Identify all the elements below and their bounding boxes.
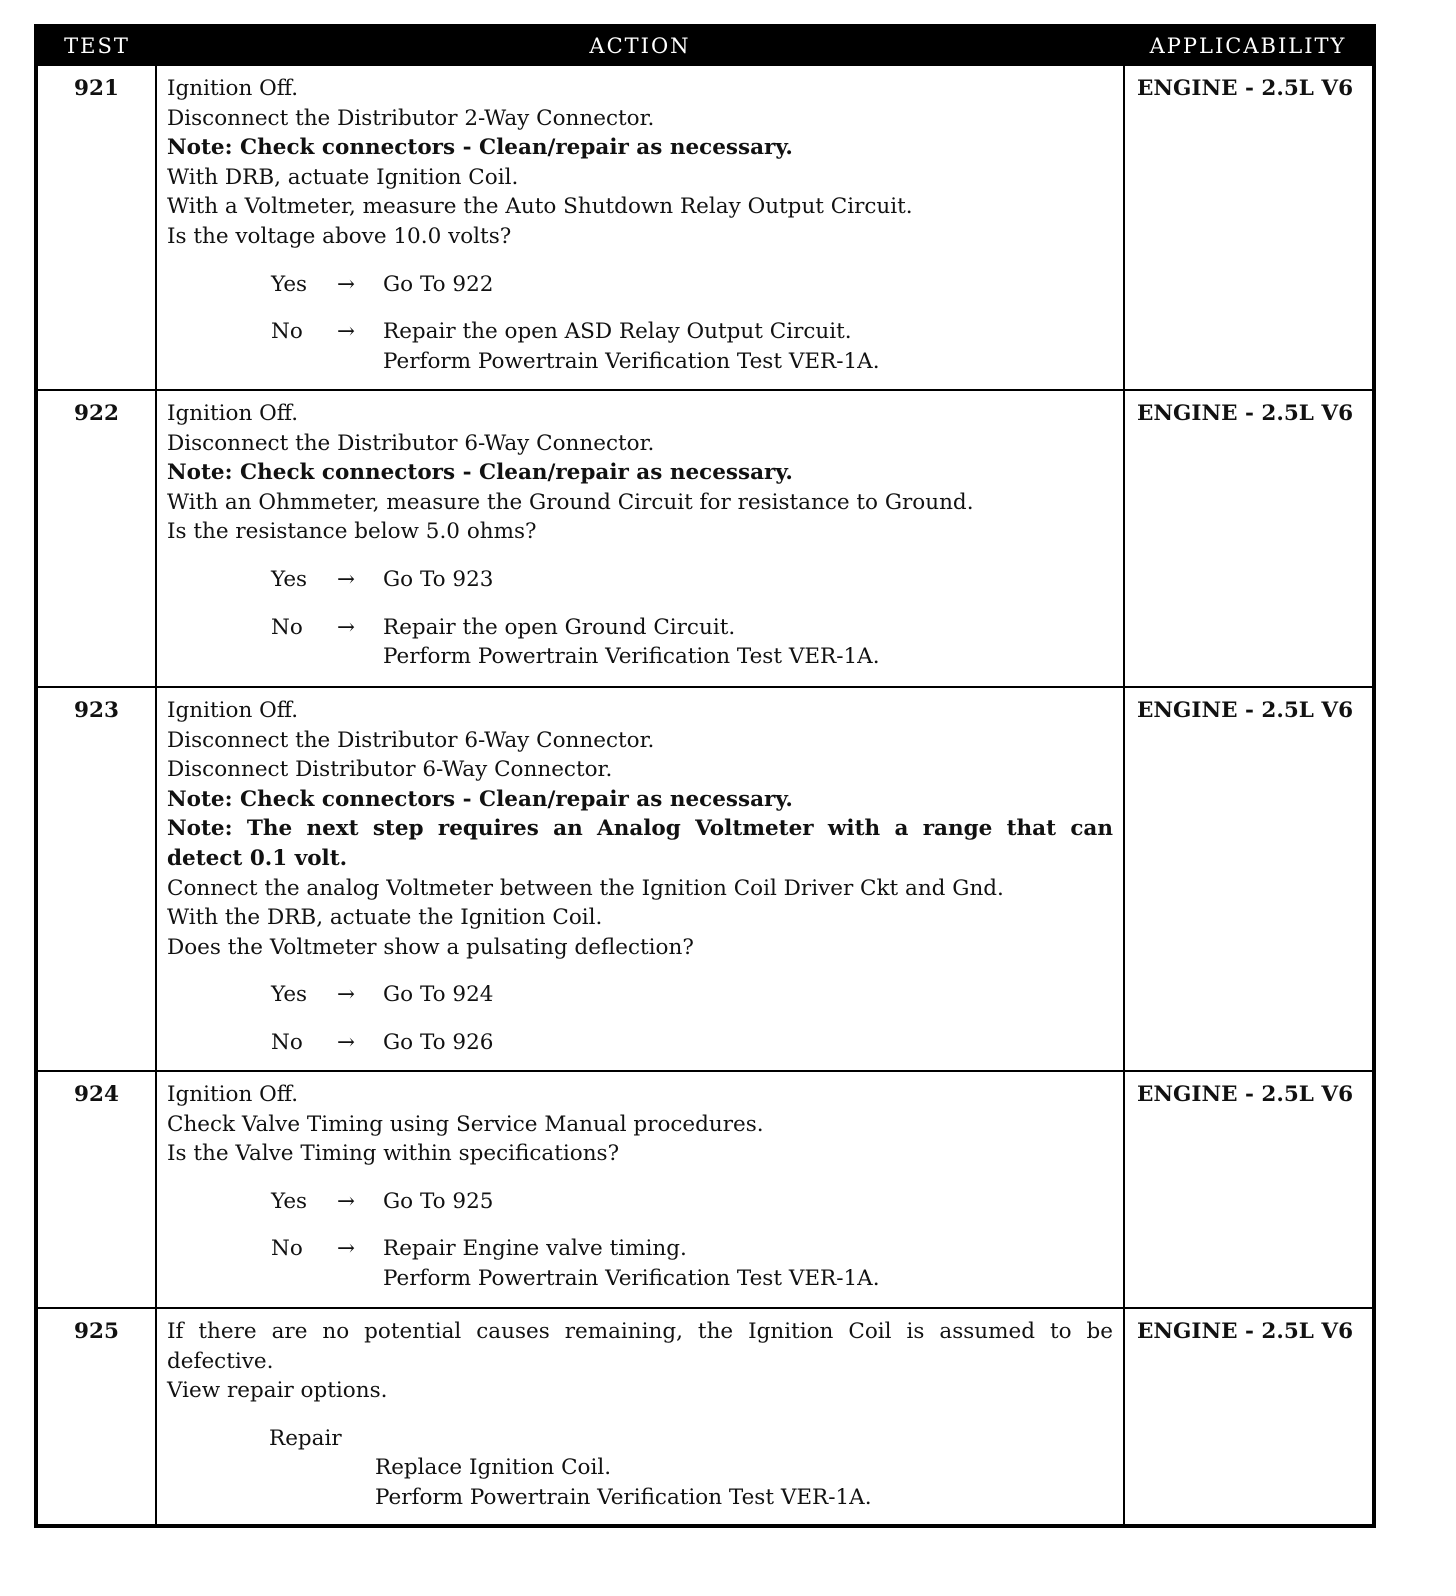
arrow-icon: → [337,566,356,592]
step-text: Ignition Off. [167,698,299,723]
step-text: Check Valve Timing using Service Manual procedures. [167,1111,764,1137]
step-text: With an Ohmmeter, measure the Ground Circuit for resistance to Ground. [167,489,974,515]
diagnostic-test-table [34,24,1376,1528]
step-text: With the DRB, actuate the Ignition Coil. [167,905,603,931]
applicability-cell: ENGINE - 2.5L V6 [1124,390,1374,687]
test-number: 922 [36,390,156,687]
no-branch [271,317,1113,376]
header-applicability: APPLICABILITY [1124,26,1374,65]
step-text: View repair options. [167,1378,388,1404]
no-branch [271,1028,1113,1058]
yes-branch [271,565,1113,595]
test-number: 923 [36,687,156,1071]
arrow-icon: → [337,319,356,345]
arrow-icon: → [337,1188,356,1214]
no-result: Go To 926 [383,1029,494,1055]
question-text: Is the Valve Timing within specifications? [167,1141,620,1167]
note-text: Note: Check connectors - Clean/repair as necessary. [167,460,793,486]
no-label: No [271,1236,303,1262]
no-branch [271,613,1113,672]
step-text: With a Voltmeter, measure the Auto Shutdown Relay Output Circuit. [167,194,913,220]
step-text: Ignition Off. [167,401,299,426]
no-label: No [271,319,303,345]
step-text: Connect the analog Voltmeter between the Ignition Coil Driver Ckt and Gnd. [167,875,1004,901]
yes-result: Go To 925 [383,1188,494,1214]
no-result: Repair the open ASD Relay Output Circuit. Perform Powertrain Verification Test VER-1A. [383,319,880,374]
action-cell [156,687,1124,1071]
arrow-icon: → [337,614,356,640]
test-number: 921 [36,65,156,390]
diagnostic-table-sheet [34,24,1372,1528]
action-cell [156,1071,1124,1308]
no-result: Repair Engine valve timing. Perform Powertrain Verification Test VER-1A. [383,1236,880,1291]
question-text: Is the resistance below 5.0 ohms? [167,519,537,545]
table-header [36,26,1374,65]
yes-result: Go To 922 [383,271,494,297]
step-text: With DRB, actuate Ignition Coil. [167,164,519,190]
step-text: Disconnect the Distributor 6-Way Connector. [167,430,655,456]
action-cell [156,65,1124,390]
no-label: No [271,614,303,640]
arrow-icon: → [337,1029,356,1055]
note-text: Note: The next step requires an Analog Voltmeter with a range that can detect 0.1 volt. [167,816,1113,871]
yes-result: Go To 923 [383,566,494,592]
repair-label: Repair [269,1425,342,1451]
step-text: Disconnect Distributor 6-Way Connector. [167,757,613,783]
applicability-cell: ENGINE - 2.5L V6 [1124,65,1374,390]
table-row [36,1308,1374,1526]
step-text: Disconnect the Distributor 2-Way Connector. [167,105,655,131]
repair-instructions: Replace Ignition Coil. Perform Powertrain Verification Test VER-1A. [375,1455,872,1510]
question-text: Is the voltage above 10.0 volts? [167,223,512,249]
note-text: Note: Check connectors - Clean/repair as necessary. [167,135,793,161]
test-number: 924 [36,1071,156,1308]
yes-branch [271,270,1113,300]
no-result: Repair the open Ground Circuit. Perform Powertrain Verification Test VER-1A. [383,614,880,670]
header-test: TEST [36,26,156,65]
action-cell [156,1308,1124,1526]
arrow-icon: → [337,982,356,1008]
action-cell [156,390,1124,687]
step-text: Disconnect the Distributor 6-Way Connector. [167,727,655,753]
yes-label: Yes [271,566,308,592]
question-text: Does the Voltmeter show a pulsating deflection? [167,934,694,960]
yes-branch [271,980,1113,1010]
table-row [36,687,1374,1071]
yes-label: Yes [271,982,308,1008]
applicability-cell: ENGINE - 2.5L V6 [1124,1308,1374,1526]
no-branch [271,1234,1113,1293]
arrow-icon: → [337,271,356,297]
arrow-icon: → [337,1236,356,1262]
step-text: Ignition Off. [167,1082,299,1107]
yes-label: Yes [271,271,308,297]
yes-result: Go To 924 [383,982,494,1008]
yes-branch [271,1187,1113,1217]
note-text: Note: Check connectors - Clean/repair as necessary. [167,786,793,812]
applicability-cell: ENGINE - 2.5L V6 [1124,687,1374,1071]
table-row [36,65,1374,390]
yes-label: Yes [271,1188,308,1214]
table-row [36,390,1374,687]
step-text: Ignition Off. [167,76,299,101]
table-row [36,1071,1374,1308]
no-label: No [271,1029,303,1055]
step-text: If there are no potential causes remaining, the Ignition Coil is assumed to be defective. [167,1319,1113,1374]
header-action: ACTION [156,26,1124,65]
test-number: 925 [36,1308,156,1526]
applicability-cell: ENGINE - 2.5L V6 [1124,1071,1374,1308]
